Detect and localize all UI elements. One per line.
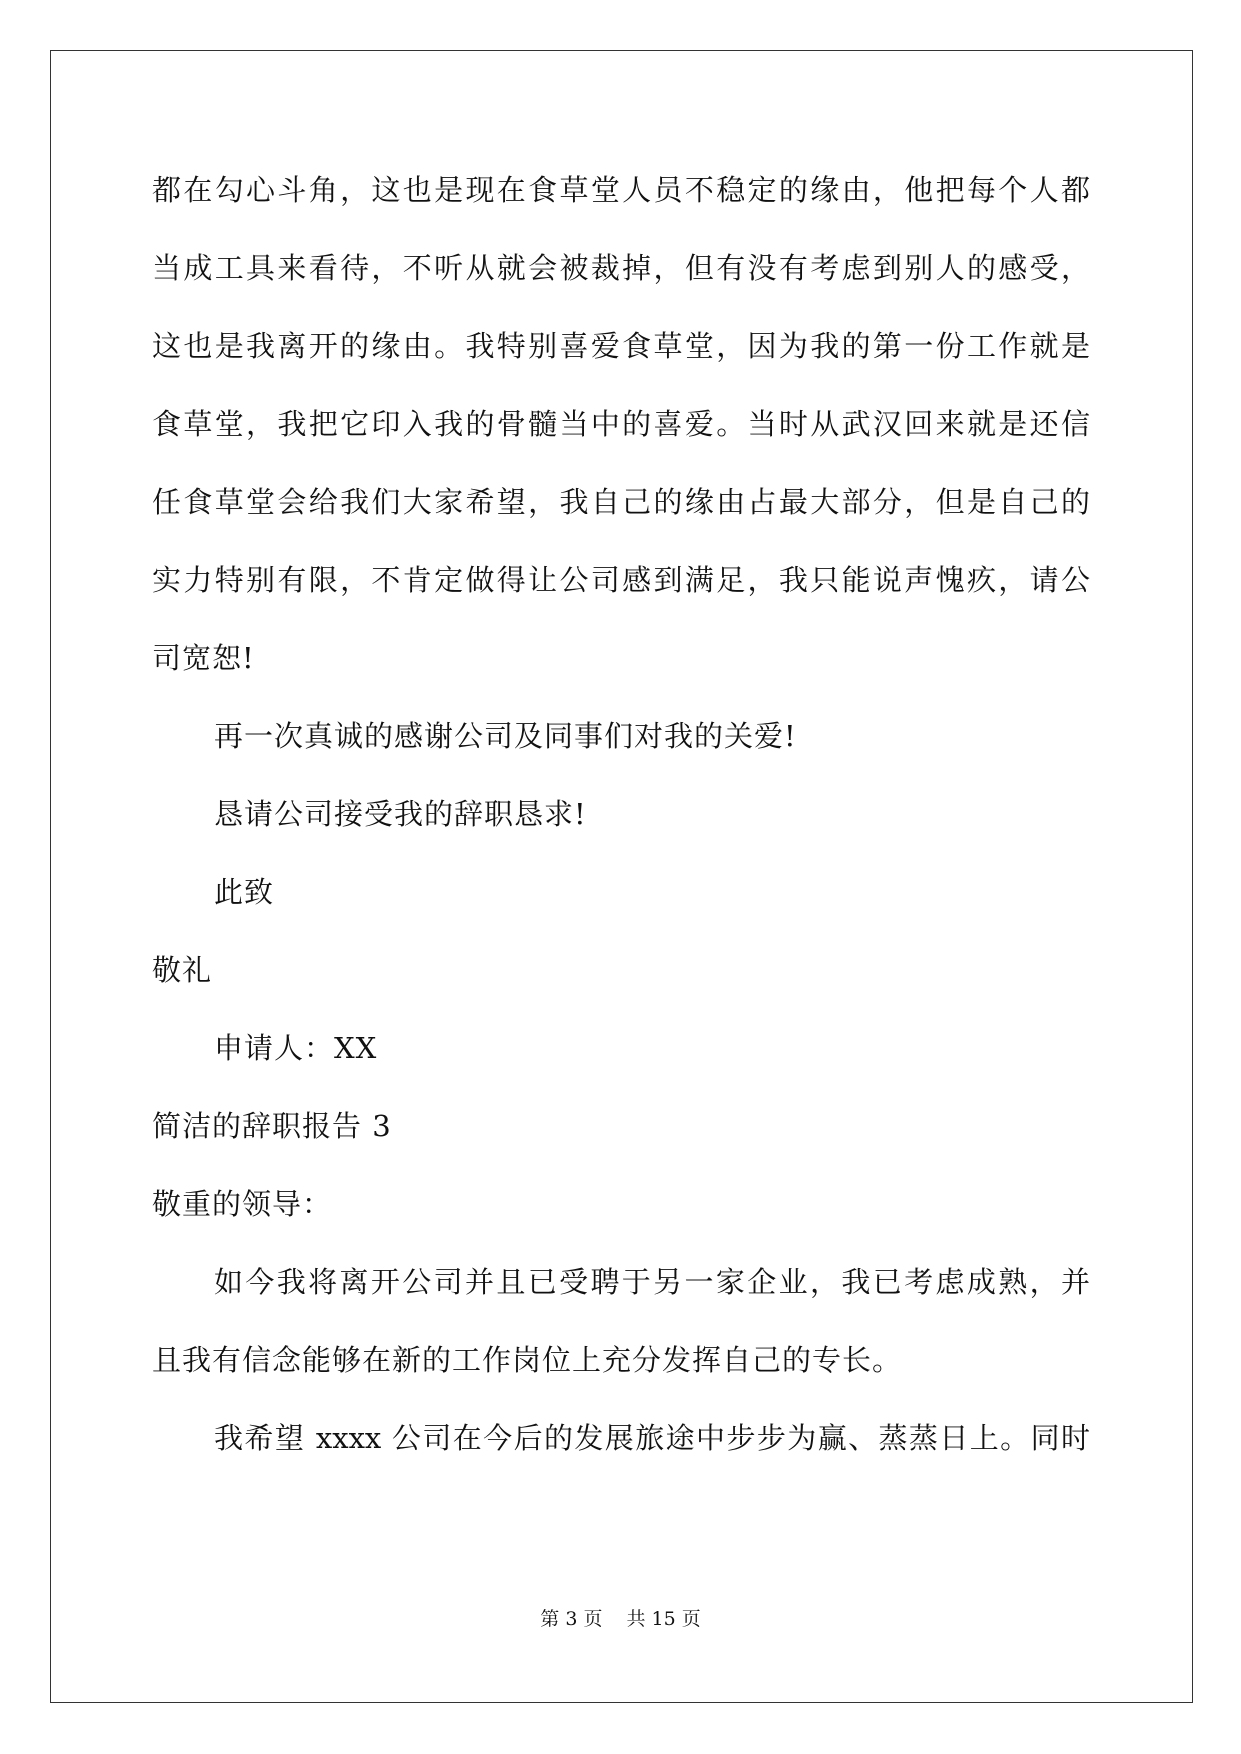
section-heading: 简洁的辞职报告 3 bbox=[152, 1109, 392, 1143]
body-line: 任食草堂会给我们大家希望，我自己的缘由占最大部分，但是自己的 bbox=[152, 485, 1090, 519]
page-footer bbox=[0, 1607, 1241, 1631]
body-line: 都在勾心斗角，这也是现在食草堂人员不稳定的缘由，他把每个人都 bbox=[152, 173, 1090, 207]
page-number: 第 3 页 bbox=[540, 1608, 603, 1630]
body-paragraph: 如今我将离开公司并且已受聘于另一家企业，我已考虑成熟，并 bbox=[214, 1265, 1090, 1299]
body-line: 当成工具来看待，不听从就会被裁掉，但有没有考虑到别人的感受， bbox=[152, 251, 1090, 285]
closing-salutation: 此致 bbox=[214, 875, 275, 909]
signature-applicant: 申请人：XX bbox=[214, 1031, 378, 1065]
closing-regards: 敬礼 bbox=[152, 953, 213, 987]
body-line: 实力特别有限，不肯定做得让公司感到满足，我只能说声愧疚，请公 bbox=[152, 563, 1090, 597]
body-line: 这也是我离开的缘由。我特别喜爱食草堂，因为我的第一份工作就是 bbox=[152, 329, 1090, 363]
body-line: 司宽恕! bbox=[152, 641, 255, 675]
body-line: 食草堂，我把它印入我的骨髓当中的喜爱。当时从武汉回来就是还信 bbox=[152, 407, 1090, 441]
page-total: 共 15 页 bbox=[626, 1608, 701, 1630]
body-paragraph: 再一次真诚的感谢公司及同事们对我的关爱! bbox=[214, 719, 797, 753]
greeting: 敬重的领导： bbox=[152, 1187, 333, 1221]
body-paragraph: 恳请公司接受我的辞职恳求! bbox=[214, 797, 587, 831]
body-line: 且我有信念能够在新的工作岗位上充分发挥自己的专长。 bbox=[152, 1343, 903, 1377]
body-paragraph: 我希望 xxxx 公司在今后的发展旅途中步步为赢、蒸蒸日上。同时 bbox=[214, 1421, 1090, 1455]
